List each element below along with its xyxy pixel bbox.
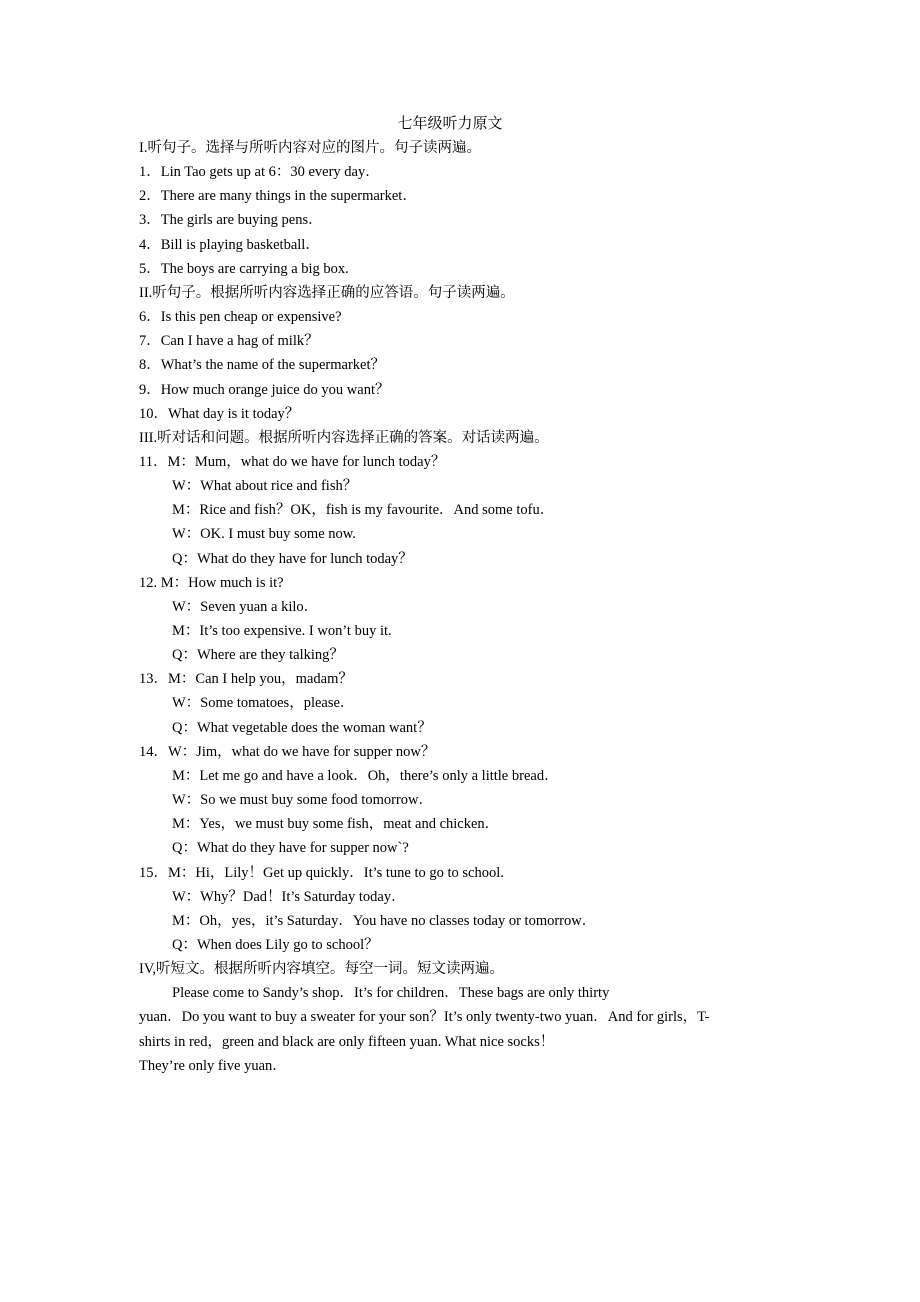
text-line: 1．Lin Tao gets up at 6：30 every day． — [139, 164, 380, 181]
text-line: Q：What do they have for supper now`? — [172, 840, 409, 857]
text-line: 15．M：Hi，Lily！Get up quickly．It’s tune to go to school. — [139, 864, 504, 881]
text-line: II.听句子。根据所听内容选择正确的应答语。句子读两遍。 — [139, 284, 515, 301]
text-line: M：It’s too expensive. I won’t buy it. — [172, 623, 392, 639]
text-line: W：Some tomatoes，please． — [172, 695, 355, 712]
text-line: They’re only five yuan． — [139, 1057, 287, 1074]
text-line: III.听对话和问题。根据所听内容选择正确的答案。对话读两遍。 — [139, 429, 549, 446]
text-line: 5．The boys are carrying a big box. — [139, 260, 349, 277]
text-line: 3．The girls are buying pens． — [139, 212, 323, 229]
text-line: IV,听短文。根据所听内容填空。每空一词。短文读两遍。 — [139, 961, 505, 978]
text-line: W：What about rice and fish？ — [172, 478, 358, 495]
text-line: W：OK. I must buy some now. — [172, 526, 356, 543]
text-line: M：Let me go and have a look．Oh，there’s only a little bread． — [172, 767, 559, 784]
text-line: Q：What do they have for lunch today？ — [172, 550, 413, 567]
text-line: 12. M：How much is it? — [139, 574, 284, 591]
text-line: 9．How much orange juice do you want？ — [139, 381, 390, 398]
text-line: Q：When does Lily go to school？ — [172, 936, 379, 953]
text-line: M：Yes，we must buy some fish，meat and chicken． — [172, 816, 500, 833]
text-line: M：Rice and fish？OK，fish is my favourite．And some tofu． — [172, 502, 555, 519]
text-line: 11．M：Mum，what do we have for lunch today？ — [139, 453, 446, 470]
text-line: shirts in red，green and black are only fifteen yuan. What nice socks！ — [139, 1033, 555, 1050]
document-title: 七年级听力原文 — [397, 116, 503, 132]
text-line: yuan．Do you want to buy a sweater for your son？It’s only twenty-two yuan．And for girls，T- — [139, 1009, 710, 1026]
text-line: Q：Where are they talking？ — [172, 647, 344, 664]
text-line: 2．There are many things in the supermarket． — [139, 188, 417, 205]
text-line: 6．Is this pen cheap or expensive? — [139, 309, 342, 326]
text-line: 14．W：Jim，what do we have for supper now？ — [139, 743, 436, 760]
text-line: 8．What’s the name of the supermarket？ — [139, 357, 386, 374]
text-line: 4．Bill is playing basketball． — [139, 236, 320, 253]
text-line: W：Why？Dad！It’s Saturday today． — [172, 888, 406, 905]
text-line: 7．Can I have a hag of milk？ — [139, 333, 319, 350]
text-line: M：Oh，yes，it’s Saturday．You have no classes today or tomorrow． — [172, 912, 597, 929]
text-line: 13．M：Can I help you，madam？ — [139, 671, 353, 688]
text-line: Q：What vegetable does the woman want？ — [172, 719, 432, 736]
text-line: W：So we must buy some food tomorrow． — [172, 792, 433, 809]
text-line: W：Seven yuan a kilo． — [172, 598, 319, 615]
text-line: I.听句子。选择与所听内容对应的图片。句子读两遍。 — [139, 140, 481, 156]
text-line: Please come to Sandy’s shop．It’s for children．These bags are only thirty — [172, 985, 610, 1002]
text-line: 10．What day is it today？ — [139, 405, 300, 422]
